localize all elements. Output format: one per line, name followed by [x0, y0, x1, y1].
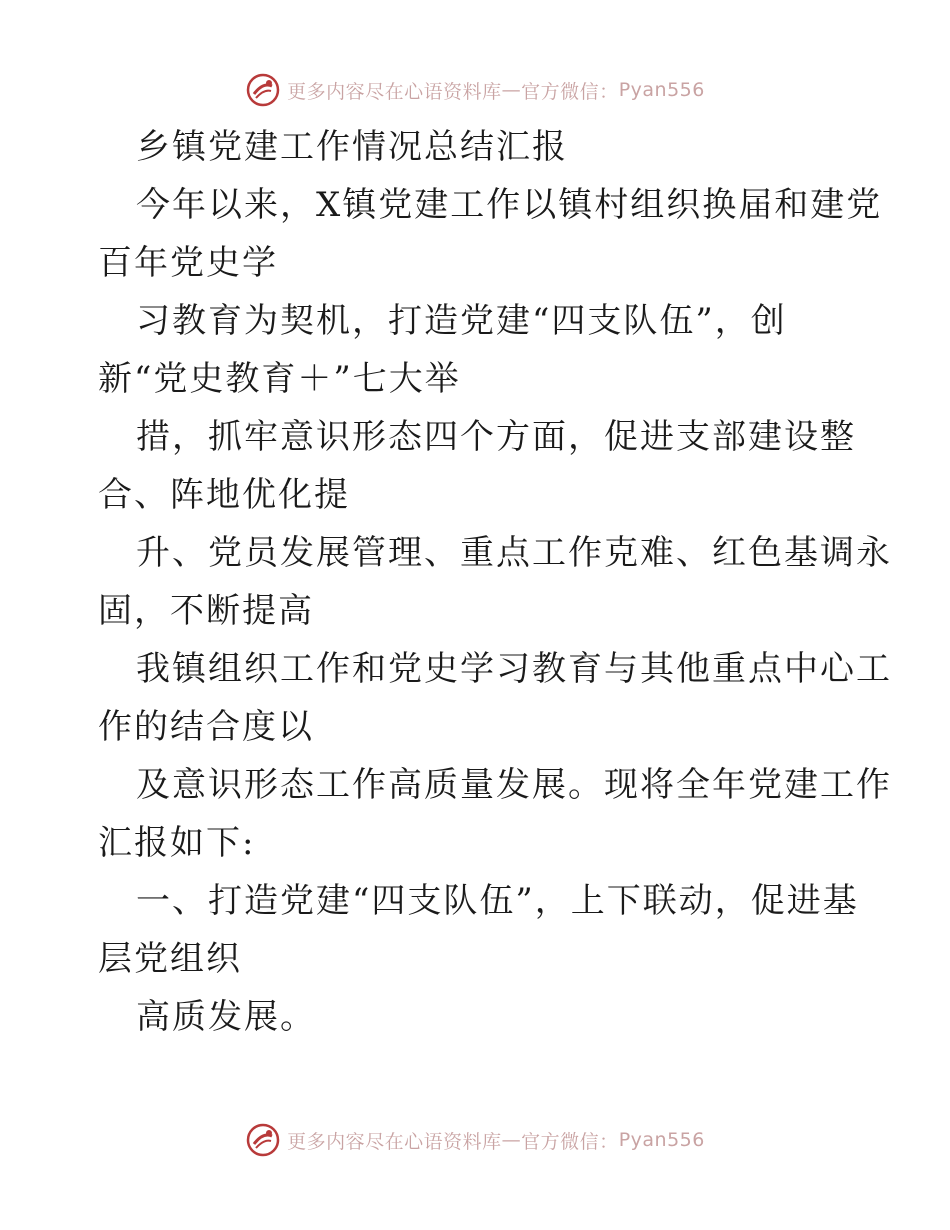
watermark-sub-text: 官方微信：	[521, 1130, 619, 1153]
document-title: 乡镇党建工作情况总结汇报	[136, 127, 568, 167]
paragraph-line: 百年党史学	[98, 243, 278, 283]
watermark-sub-text: 官方微信：	[521, 80, 619, 103]
paragraph-line: 措，抓牢意识形态四个方面，促进支部建设整	[136, 417, 856, 457]
watermark-main-text: 更多内容尽在心语资料库	[287, 80, 502, 103]
paragraph-line: 作的结合度以	[98, 707, 314, 747]
watermark-wechat-id: Pyan556	[618, 79, 705, 101]
paragraph-line: 升、党员发展管理、重点工作克难、红色基调永	[136, 533, 892, 573]
paragraph-line: 合、阵地优化提	[98, 475, 350, 515]
document-body	[98, 118, 892, 1046]
paragraph-line: 汇报如下:	[98, 823, 256, 863]
header-watermark	[0, 70, 950, 110]
paragraph-line: 及意识形态工作高质量发展。现将全年党建工作	[136, 765, 892, 805]
paragraph-line: 新“党史教育＋”七大举	[98, 359, 461, 399]
watermark-separator: —	[501, 79, 522, 101]
book-logo-icon	[245, 72, 281, 108]
section-heading-continued: 层党组织	[98, 939, 242, 979]
book-logo-icon	[245, 1122, 281, 1158]
section-heading: 一、打造党建“四支队伍”，上下联动，促进基	[136, 881, 859, 921]
paragraph-line: 今年以来，X镇党建工作以镇村组织换届和建党	[136, 185, 883, 225]
watermark-main-text: 更多内容尽在心语资料库	[287, 1130, 502, 1153]
paragraph-line: 我镇组织工作和党史学习教育与其他重点中心工	[136, 649, 892, 689]
paragraph-line: 固，不断提高	[98, 591, 314, 631]
paragraph-line: 高质发展。	[136, 997, 316, 1037]
paragraph-line: 习教育为契机，打造党建“四支队伍”，创	[136, 301, 787, 341]
watermark-wechat-id: Pyan556	[618, 1129, 705, 1151]
footer-watermark	[0, 1120, 950, 1160]
watermark-separator: —	[501, 1129, 522, 1151]
